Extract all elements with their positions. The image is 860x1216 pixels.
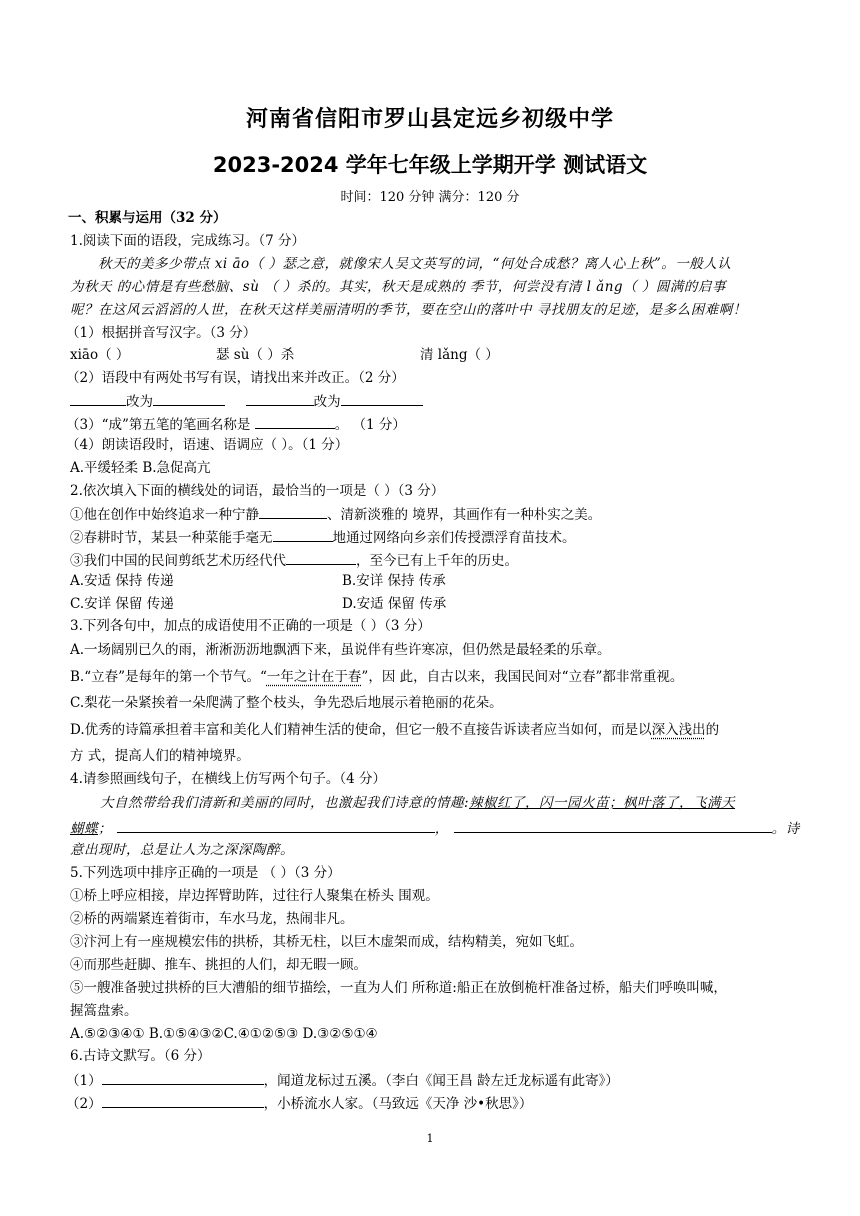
q1-sub1: （1）根据拼音写汉字。（3 分）	[66, 325, 257, 341]
answer-blank[interactable]	[259, 504, 327, 519]
answer-blank[interactable]	[341, 391, 423, 406]
q1-passage-line: 呢？在这风云滔滔的人世，在秋天这样美丽清明的季节，要在空山的落叶中 寻找朋友的足迹，是多么困难啊！	[70, 302, 747, 318]
q5-sentence: ③汴河上有一座规模宏伟的拱桥，其桥无柱，以巨木虚架而成，结构精美，宛如飞虹。	[70, 934, 583, 950]
q5-options: A.⑤②③④① B.①⑤④③②C.④①②⑤③ D.③②⑤①④	[70, 1026, 378, 1042]
q4-text: 意出现时，总是让人为之深深陶醉。	[70, 842, 294, 858]
q2-option-b: B.安详 保持 传承	[342, 573, 446, 589]
q2-sentence: ③我们中国的民间剪纸艺术历经代代 ，至今已有上千年的历史。	[70, 550, 518, 570]
q5-sentence: ⑤一艘准备驶过拱桥的巨大漕船的细节描绘，一直为人们 所称道:船正在放倒桅杆准备过桥，船夫们呼唤叫喊，	[70, 980, 727, 996]
q6-line: （1） ，闻道龙标过五溪。（李白《闻王昌 龄左迁龙标遥有此寄》）	[66, 1070, 619, 1090]
q1-sub2: （2）语段中有两处书写有误，请找出来并改正。（2 分）	[66, 370, 405, 386]
q3-option-d: D.优秀的诗篇承担着丰富和美化人们精神生活的使命，但它一般不直接告诉读者应当如何，而是以深入浅出的	[70, 722, 720, 738]
q6-stem: 6.古诗文默写。（6 分）	[70, 1048, 211, 1064]
q5-stem: 5.下列选项中排序正确的一项是 （ ）（3 分）	[70, 865, 341, 881]
q2-sentence: ②春耕时节，某县一种菜能手毫无 地通过网络向乡亲们传授漂浮育苗技术。	[70, 527, 576, 547]
q2-option-c: C.安详 保留 传递	[70, 596, 174, 612]
section-heading: 一、积累与运用（32 分）	[68, 210, 227, 226]
q1-passage-line: 秋天的美多少带点 xi āo（ ）瑟之意，就像宋人吴文英写的词，“何处合成愁？离人心上秋”。一般人认	[98, 256, 732, 272]
q2-option-a: A.安适 保持 传递	[70, 573, 174, 589]
q4-stem: 4.请参照画线句子，在横线上仿写两个句子。（4 分）	[70, 771, 387, 787]
answer-blank[interactable]	[117, 818, 435, 833]
q1-sub3: （3）“成”第五笔的笔画名称是 。 （1 分）	[66, 414, 406, 434]
q1-correction-line: 改为 改为	[70, 391, 423, 411]
q2-option-d: D.安适 保留 传承	[342, 596, 447, 612]
q1-stem: 1.阅读下面的语段，完成练习。（7 分）	[70, 233, 306, 249]
answer-blank[interactable]	[454, 818, 772, 833]
model-sentence: 辣椒红了，闪一园火苗；枫叶落了，飞满天	[469, 795, 736, 811]
page-number: 1	[426, 1132, 434, 1145]
exam-meta: 时间：120 分钟 满分：120 分	[340, 190, 520, 205]
answer-blank[interactable]	[255, 414, 335, 429]
answer-blank[interactable]	[102, 1070, 264, 1085]
school-title: 河南省信阳市罗山县定远乡初级中学	[245, 107, 614, 132]
dotted-idiom: 一年之计在于春	[266, 669, 362, 685]
answer-blank[interactable]	[286, 550, 356, 565]
q2-sentence: ①他在创作中始终追求一种宁静 、清新淡雅的 境界，其画作有一种朴实之美。	[70, 504, 601, 524]
q5-sentence: 握篙盘索。	[70, 1003, 138, 1019]
dotted-idiom: 深入浅出	[651, 722, 706, 738]
q3-option-c: C.梨花一朵紧挨着一朵爬满了整个枝头，争先恐后地展示着艳丽的花朵。	[70, 695, 503, 711]
q5-sentence: ②桥的两端紧连着街市，车水马龙，热闹非凡。	[70, 911, 354, 927]
q1-pinyin-a: xiāo（ ）	[70, 347, 130, 363]
q3-option-a: A.一场阔别已久的雨，淅淅沥沥地飘洒下来，虽说伴有些许寒凉，但仍然是最轻柔的乐章。	[70, 642, 611, 658]
q1-sub4: （4）朗读语段时，语速、语调应（ ）。（1 分）	[66, 437, 349, 453]
q2-stem: 2.依次填入下面的横线处的词语，最恰当的一项是（ ）（3 分）	[70, 483, 445, 499]
q3-stem: 3.下列各句中，加点的成语使用不正确的一项是（ ）（3 分）	[70, 618, 431, 634]
answer-blank[interactable]	[70, 391, 126, 406]
q6-line: （2） ，小桥流水人家。（马致远《天净 沙•秋思》）	[66, 1093, 532, 1113]
q1-pinyin-c: 清 lǎng（ ）	[420, 347, 499, 363]
q4-text: 大自然带给我们清新和美丽的同时，也激起我们诗意的情趣:辣椒红了，闪一园火苗；枫叶落了，飞满天	[100, 795, 736, 811]
q3-option-d-cont: 方 式，提高人们的精神境界。	[70, 748, 250, 764]
answer-blank[interactable]	[273, 527, 333, 542]
q5-sentence: ①桥上呼应相接，岸边挥臂助阵，过往行人聚集在桥头 围观。	[70, 888, 439, 904]
q1-passage-line: 为秋天 的心情是有些愁脑、sù （ ）杀的。其实，秋天是成熟的 季节，何尝没有清 l ǎng（ ）圆满的启事	[70, 279, 726, 295]
q1-options: A.平缓轻柔 B.急促高亢	[70, 460, 211, 476]
q1-pinyin-b: 瑟 sù（ ）杀	[216, 347, 295, 363]
q5-sentence: ④而那些赶脚、推车、挑担的人们，却无暇一顾。	[70, 957, 367, 973]
answer-blank[interactable]	[246, 391, 314, 406]
answer-blank[interactable]	[102, 1093, 264, 1108]
q4-text: 蝴蝶； ， 。诗	[70, 818, 800, 838]
q3-option-b: B.“立春”是每年的第一个节气。“一年之计在于春”，因 此，自古以来，我国民间对“立春”都非常重视。	[70, 669, 684, 685]
answer-blank[interactable]	[153, 391, 225, 406]
exam-title: 2023-2024 学年七年级上学期开学 测试语文	[212, 153, 648, 177]
